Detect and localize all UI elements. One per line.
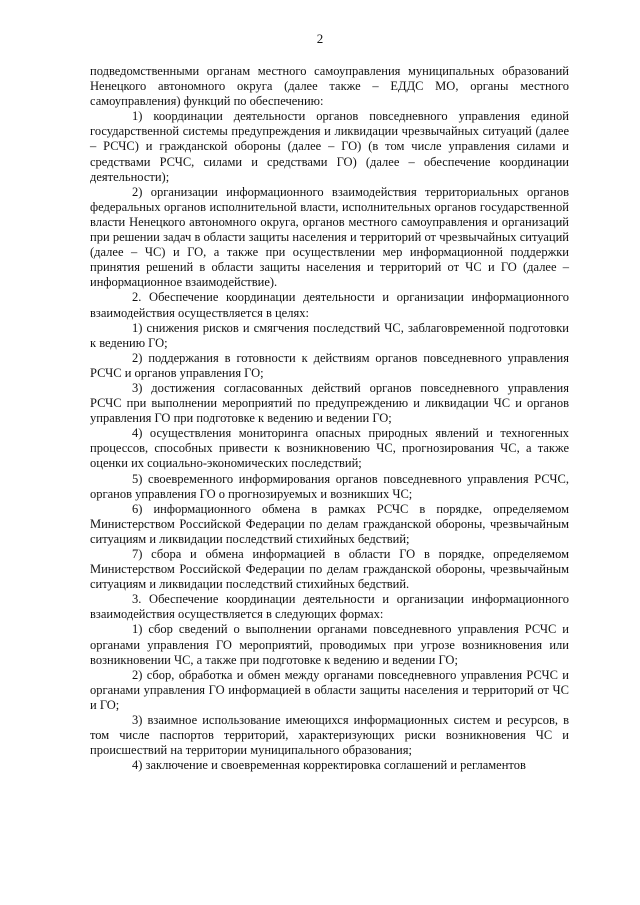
- paragraph: 1) координации деятельности органов повседневного управления единой государственной системы предупреждения и ликвидации чрезвычайных ситуаций (далее – РСЧС) и гражданской обороны (далее – ГО) (в том числе управления силами и средствами РСЧС, силами и средствами ГО) (далее – обеспечение координации деятельности);: [90, 109, 569, 184]
- paragraph-intro: подведомственными органам местного самоуправления муниципальных образований Ненецкого автономного округа (далее также – ЕДДС МО, органы местного самоуправления) функций по обеспечению:: [90, 64, 569, 109]
- paragraph: 4) заключение и своевременная корректировка соглашений и регламентов: [132, 758, 526, 773]
- paragraph: 2) поддержания в готовности к действиям органов повседневного управления РСЧС и органов управления ГО;: [90, 350, 569, 380]
- paragraph: 4) осуществления мониторинга опасных природных явлений и техногенных процессов, способных привести к возникновению ЧС, прогнозирования ЧС, а также оценки их социально-экономических последствий;: [90, 426, 569, 471]
- paragraph: 3. Обеспечение координации деятельности и организации информационного взаимодействия осуществляется в следующих формах:: [90, 592, 569, 622]
- paragraph: 1) сбор сведений о выполнении органами повседневного управления РСЧС и органами управления ГО мероприятий, проводимых при угрозе возникновения или возникновении ЧС, а также при подготовке к ведению и ведении ГО;: [90, 622, 569, 667]
- paragraph: 2) сбор, обработка и обмен между органами повседневного управления РСЧС и органами управления ГО информацией в области защиты населения и территорий от ЧС и ГО;: [90, 667, 569, 712]
- page-number: 2: [316, 31, 324, 46]
- paragraph: 1) снижения рисков и смягчения последствий ЧС, заблаговременной подготовки к ведению ГО;: [90, 320, 569, 350]
- document-body: [90, 64, 569, 773]
- paragraph: 3) достижения согласованных действий органов повседневного управления РСЧС при выполнении мероприятий по предупреждению и ликвидации ЧС и органов управления ГО при подготовке к ведению и ведении ГО;: [90, 380, 569, 426]
- paragraph: 2. Обеспечение координации деятельности и организации информационного взаимодействия осуществляется в целях:: [90, 290, 569, 320]
- paragraph: 2) организации информационного взаимодействия территориальных органов федеральных органов исполнительной власти, исполнительных органов государственной власти Ненецкого автономного округа, органов местного самоуправления и организаций при решении задач в области защиты населения и территорий от чрезвычайных ситуаций (далее – ЧС) и ГО, а также при осуществлении мер информационной поддержки принятия решений в области защиты населения и территорий от ЧС и ГО (далее – информационное взаимодействие).: [90, 184, 569, 290]
- paragraph: 6) информационного обмена в рамках РСЧС в порядке, определяемом Министерством Российской Федерации по делам гражданской обороны, чрезвычайным ситуациям и ликвидации последствий стихийных бедствий;: [90, 501, 569, 546]
- paragraph: 5) своевременного информирования органов повседневного управления РСЧС, органов управления ГО о прогнозируемых и возникших ЧС;: [90, 471, 569, 501]
- paragraph: 3) взаимное использование имеющихся информационных систем и ресурсов, в том числе паспортов территорий, характеризующих риски возникновения ЧС и происшествий на территории муниципального образования;: [90, 713, 569, 758]
- paragraph: 7) сбора и обмена информацией в области ГО в порядке, определяемом Министерством Российской Федерации по делам гражданской обороны, чрезвычайным ситуациям и ликвидации последствий стихийных бедствий.: [90, 547, 569, 592]
